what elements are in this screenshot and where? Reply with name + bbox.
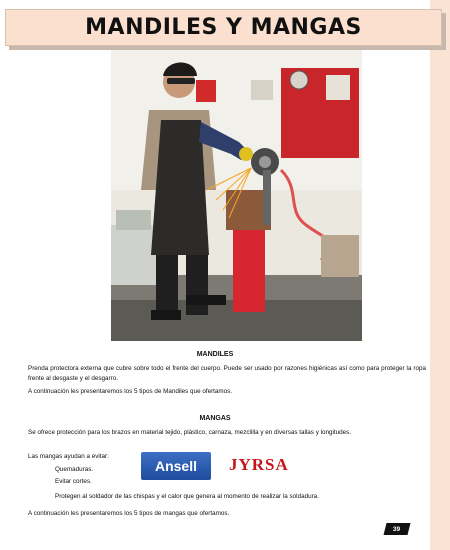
mangas-item-cuts: Evitar cortes. <box>55 478 92 485</box>
mandiles-types-intro: A continuación les presentaremos los 5 tipos de Mandiles que ofertamos. <box>28 388 233 395</box>
page-title: MANDILES Y MANGAS <box>85 15 362 40</box>
ansell-logo-text: Ansell <box>154 458 197 474</box>
ansell-logo <box>141 452 211 480</box>
title-banner <box>5 9 442 46</box>
jyrsa-logo: JYRSA <box>229 455 289 474</box>
page-number-badge <box>384 523 411 535</box>
welder-photo <box>111 50 362 341</box>
page-number: 39 <box>393 525 401 533</box>
mangas-description: Se ofrece protección para los brazos en material tejido, plástico, carnaza, mezclilla y en diversas tallas y longitudes. <box>28 429 352 436</box>
mangas-item-protection: Protegen al soldador de las chispas y el calor que genera al momento de realizar la soldadura. <box>55 493 319 500</box>
page-side-stripe <box>430 0 450 550</box>
mangas-types-intro: A continuación les presentaremos los 5 tipos de mangas que ofertamos. <box>28 510 230 517</box>
mangas-help-intro: Las mangas ayudan a evitar: <box>28 453 109 460</box>
mangas-heading: MANGAS <box>199 415 231 422</box>
mandiles-description: Prenda protectora externa que cubre sobre todo el frente del cuerpo. Puede ser usado por razones higiénicas así como para proteger la ropa frente al desgaste y el desgarro. <box>28 365 426 382</box>
mangas-item-burns: Quemaduras. <box>55 466 94 473</box>
mandiles-heading: MANDILES <box>196 351 234 358</box>
